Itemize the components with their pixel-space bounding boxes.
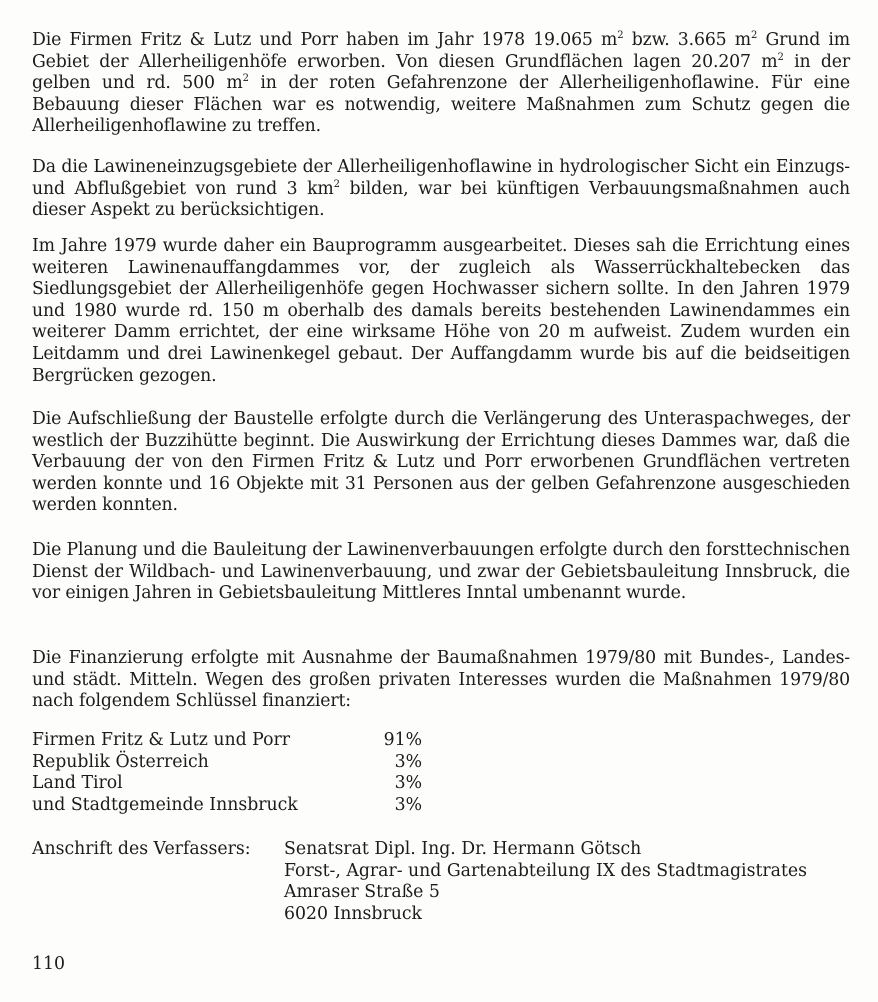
paragraph-financing: Die Finanzierung erfolgte mit Ausnahme der Baumaßnahmen 1979/80 mit Bundes-, Landes- und städt. Mitteln. Wegen des großen privaten Interesses wurden die Maßnahmen 1979/80 nach folgendem Schlüssel finanziert: <box>32 648 850 712</box>
text-segment: Grund im Gebiet der Allerheiligenhöfe erworben. Von diesen Grundflächen lagen 20.207 m <box>32 30 850 72</box>
superscript-2: 2 <box>617 30 624 41</box>
text-segment: Die Firmen Fritz & Lutz und Porr haben im Jahr 1978 19.065 m <box>32 30 618 50</box>
paragraph-construction-program: Im Jahre 1979 wurde daher ein Bauprogramm ausgearbeitet. Dieses sah die Errichtung eines weiteren Lawinenauffangdammes vor, der zugleich als Wasserrückhaltebecken das Siedlungsgebiet der Allerheiligenhöfe gegen Hochwasser sichern sollte. In den Jahren 1979 und 1980 wurde rd. 150 m oberhalb des damals bereits bestehenden Lawinendammes ein weiterer Damm errichtet, der eine wirksame Höhe von 20 m aufweist. Zudem wurden ein Leitdamm und drei Lawinenkegel gebaut. Der Auffangdamm wurde bis auf die beidseitigen Bergrücken gezogen. <box>32 236 850 386</box>
page-number: 110 <box>32 954 65 974</box>
table-row <box>32 730 422 752</box>
distribution-label: Land Tirol <box>32 773 123 794</box>
text-segment: Da die Lawineneinzugsgebiete der Allerheiligenhoflawine in hydrologischer Sicht ein Einzugs- und Abflußgebiet von rund 3 km <box>32 157 850 199</box>
distribution-value: 3% <box>394 751 422 772</box>
address-line-street: Amraser Straße 5 <box>284 882 440 903</box>
text-segment: bzw. 3.665 m <box>623 30 752 50</box>
distribution-value: 91% <box>383 730 422 750</box>
financing-distribution-table <box>32 730 422 816</box>
address-label: Anschrift des Verfassers: <box>32 839 251 859</box>
table-row <box>32 795 422 817</box>
table-row <box>32 773 422 795</box>
text-segment: in der roten Gefahrenzone der Allerheiligenhoflawine. Für eine Bebauung dieser Flächen war es notwendig, weitere Maßnahmen zum Schutz gegen die Allerheiligenhoflawine zu treffen. <box>32 73 850 137</box>
superscript-2: 2 <box>333 178 340 190</box>
address-line-city: 6020 Innsbruck <box>284 903 423 924</box>
text-segment: bilden, war bei künftigen Verbauungsmaßnahmen auch dieser Aspekt zu berücksichtigen. <box>32 178 850 221</box>
distribution-value: 3% <box>394 794 422 815</box>
superscript-2: 2 <box>777 51 784 63</box>
superscript-2: 2 <box>751 30 758 41</box>
address-lines <box>284 839 807 925</box>
distribution-label: und Stadtgemeinde Innsbruck <box>32 794 298 815</box>
address-line-department: Forst-, Agrar- und Gartenabteilung IX des Stadtmagistrates <box>284 860 808 881</box>
paragraph-catchment <box>32 157 850 222</box>
author-address <box>32 839 807 925</box>
distribution-value: 3% <box>394 773 422 794</box>
paragraph-land-purchase <box>32 30 850 138</box>
table-row <box>32 752 422 774</box>
text-segment: in der gelben und rd. 500 m <box>32 51 850 94</box>
address-line-name: Senatsrat Dipl. Ing. Dr. Hermann Götsch <box>284 839 642 859</box>
superscript-2: 2 <box>242 73 249 85</box>
distribution-label: Firmen Fritz & Lutz und Porr <box>32 730 291 750</box>
paragraph-planning: Die Planung und die Bauleitung der Lawinenverbauungen erfolgte durch den forsttechnischen Dienst der Wildbach- und Lawinenverbauung, und zwar der Gebietsbauleitung Innsbruck, die vor einigen Jahren in Gebietsbauleitung Mittleres Inntal umbenannt wurde. <box>32 540 850 604</box>
distribution-label: Republik Österreich <box>32 751 209 772</box>
paragraph-site-access: Die Aufschließung der Baustelle erfolgte durch die Verlängerung des Unteraspachweges, der westlich der Buzzihütte beginnt. Die Auswirkung der Errichtung dieses Dammes war, daß die Verbauung der von den Firmen Fritz & Lutz und Porr erworbenen Grundflächen vertreten werden konnte und 16 Objekte mit 31 Personen aus der gelben Gefahrenzone ausgeschieden werden konnten. <box>32 409 850 516</box>
